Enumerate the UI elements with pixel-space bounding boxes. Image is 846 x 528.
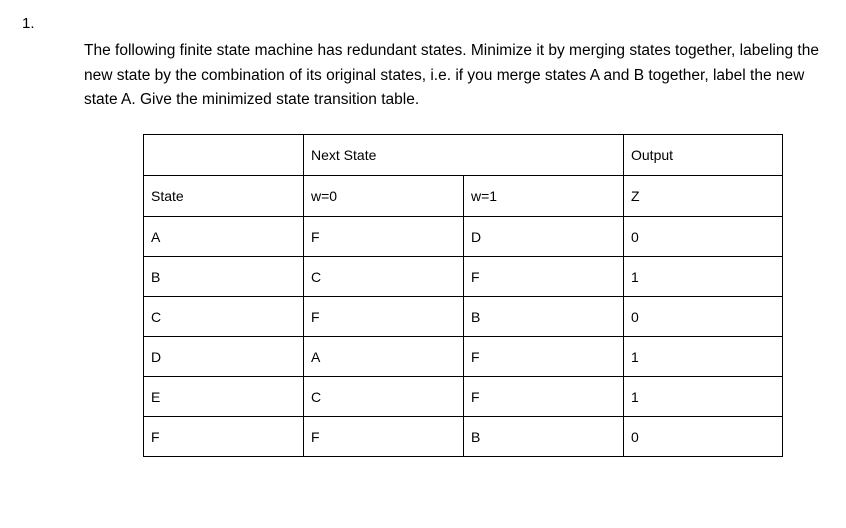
- state-cell: F: [144, 417, 304, 457]
- header-blank-cell: [144, 135, 304, 176]
- output-cell: 0: [624, 297, 783, 337]
- table-row: [144, 297, 783, 337]
- table-row: [144, 337, 783, 377]
- header-w0: w=0: [304, 176, 464, 217]
- header-state: State: [144, 176, 304, 217]
- output-cell: 0: [624, 217, 783, 257]
- output-cell: 1: [624, 377, 783, 417]
- next-w0-cell: F: [304, 297, 464, 337]
- table-row: [144, 217, 783, 257]
- header-next-state: Next State: [304, 135, 624, 176]
- header-z: Z: [624, 176, 783, 217]
- state-cell: D: [144, 337, 304, 377]
- next-w0-cell: F: [304, 217, 464, 257]
- header-output: Output: [624, 135, 783, 176]
- next-w1-cell: F: [464, 257, 624, 297]
- table-header-row-1: [144, 135, 783, 176]
- state-cell: B: [144, 257, 304, 297]
- state-cell: A: [144, 217, 304, 257]
- output-cell: 1: [624, 337, 783, 377]
- next-w0-cell: C: [304, 377, 464, 417]
- output-cell: 0: [624, 417, 783, 457]
- next-w0-cell: C: [304, 257, 464, 297]
- next-w1-cell: B: [464, 297, 624, 337]
- next-w1-cell: B: [464, 417, 624, 457]
- output-cell: 1: [624, 257, 783, 297]
- state-transition-table: [143, 134, 783, 457]
- next-w0-cell: A: [304, 337, 464, 377]
- table-row: [144, 257, 783, 297]
- header-w1: w=1: [464, 176, 624, 217]
- next-w1-cell: F: [464, 377, 624, 417]
- question-number: 1.: [22, 15, 35, 32]
- next-w1-cell: F: [464, 337, 624, 377]
- table-row: [144, 377, 783, 417]
- table-header-row-2: [144, 176, 783, 217]
- question-prompt: The following finite state machine has redundant states. Minimize it by merging states together, labeling the new state by the combination of its original states, i.e. if you merge states A and B together, label the new state A. Give the minimized state transition table.: [84, 42, 819, 108]
- next-w0-cell: F: [304, 417, 464, 457]
- next-w1-cell: D: [464, 217, 624, 257]
- table-row: [144, 417, 783, 457]
- state-cell: E: [144, 377, 304, 417]
- state-cell: C: [144, 297, 304, 337]
